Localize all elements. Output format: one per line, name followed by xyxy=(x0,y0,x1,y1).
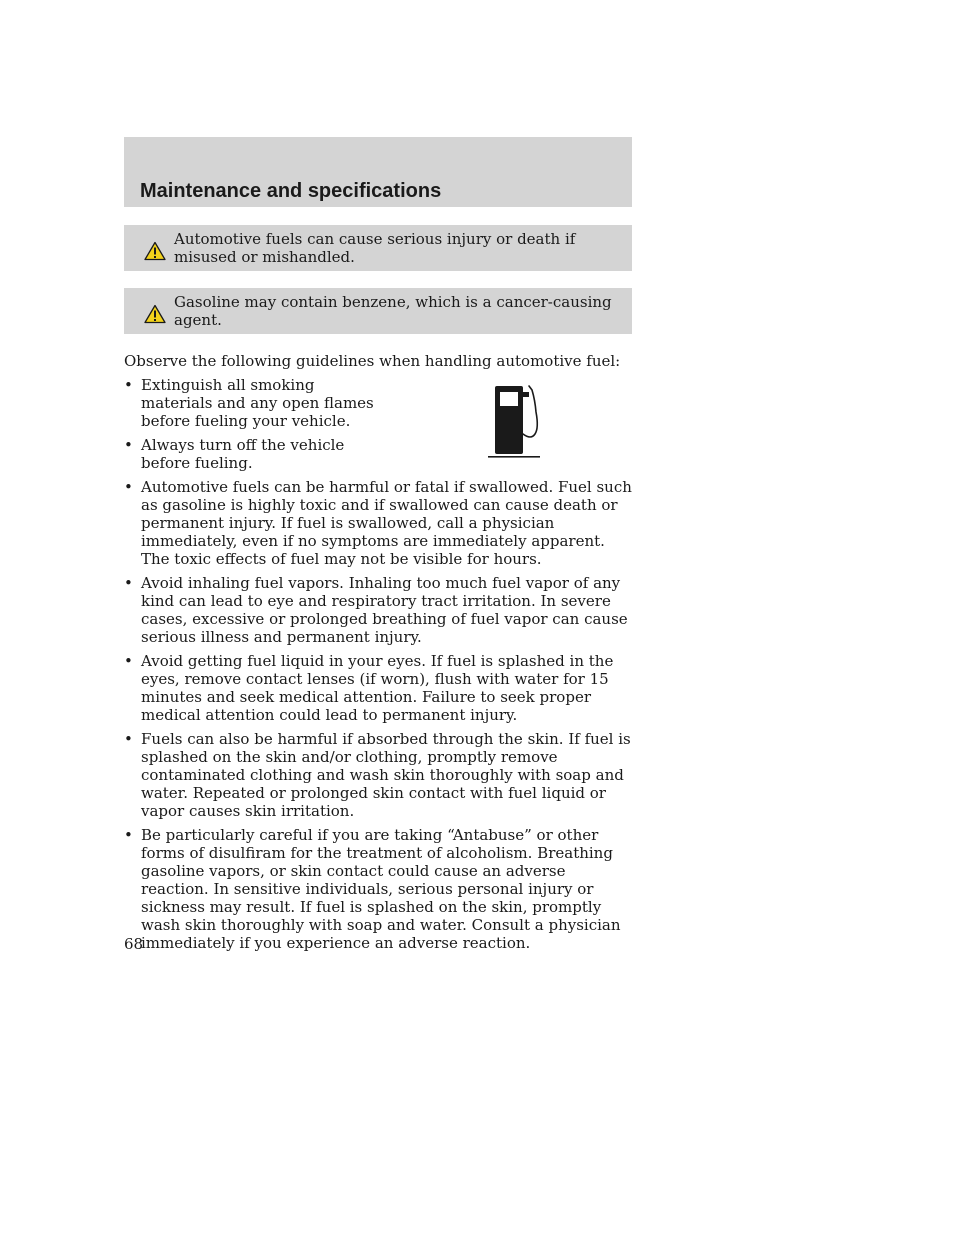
list-item-text: Avoid inhaling fuel vapors. Inhaling too much fuel vapor of any kind can lead to eye and respiratory tract irritation. In severe cases, excessive or prolonged breathing of fuel vapor can cause serious illness and permanent injury. xyxy=(141,574,628,646)
list-item-text: Extinguish all smoking materials and any open flames before fueling your vehicle. xyxy=(141,376,374,430)
fuel-pump-icon xyxy=(486,382,546,462)
intro-paragraph: Observe the following guidelines when handling automotive fuel: xyxy=(124,352,621,370)
warning-box-benzene xyxy=(124,288,632,334)
list-item-text: Automotive fuels can be harmful or fatal if swallowed. Fuel such as gasoline is highly toxic and if swallowed can cause death or permanent injury. If fuel is swallowed, call a physician immediately, even if no symptoms are immediately apparent. The toxic effects of fuel may not be visible for hours. xyxy=(141,478,632,568)
bullet-mark: • xyxy=(124,730,133,748)
list-item xyxy=(124,652,632,724)
page-number: 68 xyxy=(124,935,144,953)
bullet-mark: • xyxy=(124,652,133,670)
fuel-guidelines-list xyxy=(124,376,632,958)
list-item xyxy=(124,436,632,472)
warning-text: Automotive fuels can cause serious injury or death if misused or mishandled. xyxy=(174,230,576,266)
list-item xyxy=(124,376,632,430)
bullet-mark: • xyxy=(124,478,133,496)
list-item-text: Avoid getting fuel liquid in your eyes. If fuel is splashed in the eyes, remove contact lenses (if worn), flush with water for 15 minutes and seek medical attention. Failure to seek proper medical attention could lead to permanent injury. xyxy=(141,652,614,724)
warning-text: Gasoline may contain benzene, which is a cancer-causing agent. xyxy=(174,293,612,329)
list-item-text: Always turn off the vehicle before fueling. xyxy=(141,436,345,472)
list-item xyxy=(124,826,632,952)
list-item-text: Be particularly careful if you are taking “Antabuse” or other forms of disulfiram for the treatment of alcoholism. Breathing gasoline vapors, or skin contact could cause an adverse reaction. In sensitive individuals, serious personal injury or sickness may result. If fuel is splashed on the skin, promptly wash skin thoroughly with soap and water. Consult a physician immediately if you experience an adverse reaction. xyxy=(141,826,621,952)
list-item xyxy=(124,730,632,820)
list-item xyxy=(124,478,632,568)
warning-triangle-icon xyxy=(144,304,166,324)
section-title: Maintenance and specifications xyxy=(140,180,442,202)
warning-triangle-icon xyxy=(144,241,166,261)
list-item xyxy=(124,574,632,646)
section-header-band xyxy=(124,137,632,207)
list-item-text: Fuels can also be harmful if absorbed through the skin. If fuel is splashed on the skin and/or clothing, promptly remove contaminated clothing and wash skin thoroughly with soap and water. Repeated or prolonged skin contact with fuel liquid or vapor causes skin irritation. xyxy=(141,730,631,820)
bullet-mark: • xyxy=(124,826,133,844)
bullet-mark: • xyxy=(124,574,133,592)
bullet-mark: • xyxy=(124,376,133,394)
warning-box-fuel-injury xyxy=(124,225,632,271)
bullet-mark: • xyxy=(124,436,133,454)
